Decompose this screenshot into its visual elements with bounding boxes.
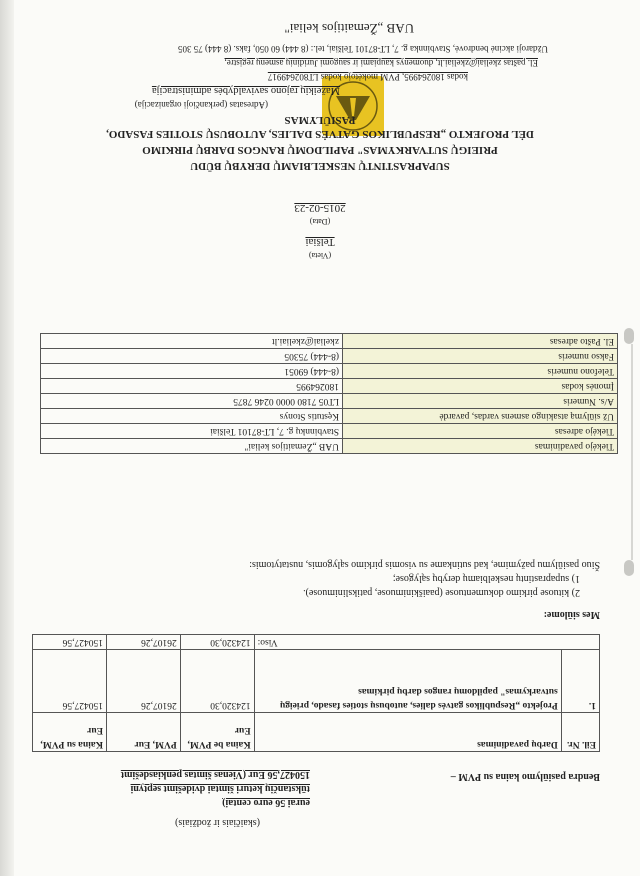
supplier-field-label: A/s. Numeris [343,394,618,409]
total-row-price: 124320,30 [180,635,254,650]
header-vat: PVM, Eur [106,713,180,752]
supplier-field-label: Tiekėjo pavadinimas [343,439,618,454]
table-row [33,650,600,713]
row-total: 150427,56 [33,650,107,713]
total-price-words-2: eurai 56 euro centai) [222,797,310,808]
table-row [41,334,618,349]
price-table-header [33,713,600,752]
date-note: (Data) [309,217,331,226]
table-row [41,424,618,439]
supplier-field-label: Telefono numeris [343,364,618,379]
company-address-line3: kodas 180264995, PVM mokėtojo kodas LT802649917 [267,72,468,82]
total-price-value: 150427,56 Eur (Vienas šimtas penkiasdešimt [120,769,310,780]
supplier-field-label: Už siūlymą atsakingo asmens vardas, pavardė [343,409,618,424]
recipient-note: (Adresatas (perkančioji organizacija) [134,100,268,110]
recipient-name: Mažeikių rajono savivaldybės administracija [151,85,340,96]
place-note: (Vieta) [308,251,332,260]
header-price-no-vat: Kaina be PVM, Eur [180,713,254,752]
table-row [41,394,618,409]
total-row [33,635,600,650]
scan-edge-shadow [0,0,14,876]
staple-mark-upper [624,560,634,576]
supplier-field-label: El. Pašto adresas [343,334,618,349]
supplier-field-value: Stavbinnkų g. 7, LT-87101 Telšiai [41,424,343,439]
total-price-label: Bendra pasiūlymo kaina su PVM – [450,771,600,782]
supplier-field-value: (8-444) 69051 [41,364,343,379]
table-row [41,379,618,394]
scan-artifact-line [631,344,633,560]
total-row-vat: 26107,26 [106,635,180,650]
supplier-field-value: UAB „Žemaitijos keliai" [41,439,343,454]
supplier-field-value: LT05 7180 0000 0246 7875 [41,394,343,409]
offer-heading: Mes siūlome: [543,609,600,620]
supplier-field-label: Įmonės kodas [343,379,618,394]
title-line-2: DĖL PROJEKTO „RESPUBLIKOS GATVĖS DALIES, AUTOBUSŲ STOTIES FASADO, [106,128,534,140]
row-price: 124320,30 [180,650,254,713]
total-price-note: (skaičiais ir žodžiais) [175,817,260,828]
price-table [32,634,600,752]
row-vat: 26107,26 [106,650,180,713]
company-address-line1: Uždaroji akcinė bendrovė, Stavbinnka g. 7, LT-87101 Telšiai, tel.: (8 444) 60 050, faks. (8 444) 75 305 [178,44,548,54]
total-price-words-1: tūkstančių keturi šimtai dvidešimt septyni [130,783,310,794]
condition-item-1: 1) supaprastintų neskelbiamų derybų sąlygose; [392,573,580,584]
document-place: Telšiai [305,236,335,248]
supplier-field-value: zkeliai@zkeliai.lt [41,334,343,349]
supplier-field-label: Tiekėjo adresas [343,424,618,439]
total-row-total: 150427,56 [33,635,107,650]
supplier-field-value: Kęstutis Stonys [41,409,343,424]
table-row [41,349,618,364]
intro-text: Šiuo pasiūlymu pažymime, kad sutinkame su visomis pirkimo sąlygomis, nustatytomis: [249,559,600,570]
supplier-field-value: 180264995 [41,379,343,394]
supplier-field-value: (8-444) 75305 [41,349,343,364]
supplier-field-label: Fakso numeris [343,349,618,364]
title-line-3: PRIEIGŲ SUTVARKYMAS" PAPILDOMŲ RANGOS DARBŲ PIRKIMO [142,144,498,156]
table-row [41,409,618,424]
header-price-with-vat: Kaina su PVM, Eur [33,713,107,752]
condition-item-2: 2) kituose pirkimo dokumentuose (paaiškinimuose, patikslinimuose). [303,587,580,598]
document-title: PASIŪLYMAS [284,114,356,126]
table-row [41,439,618,454]
total-row-label: Viso: [254,635,599,650]
header-nr: Eil. Nr. [561,713,599,752]
supplier-info-table [40,333,618,454]
row-nr: 1. [561,650,599,713]
header-work-name: Darbų pavadinimas [254,713,561,752]
company-name: UAB „Žemaitijos keliai" [284,21,414,36]
document-date: 2015-02-23 [294,202,346,214]
row-work-name: Projekto „Respublikos gatvės dalies, autobusų stoties fasado, prieigų sutvarkymas" papildomų rangos darbų pirkimas [254,650,561,713]
title-line-4: SUPAPRASTINTŲ NESKELBIAMŲ DERYBŲ BŪDU [190,160,450,172]
staple-mark-lower [624,328,634,344]
table-row [41,364,618,379]
company-address-line2: El. paštas zkeliai@zkeliai.lt, duomenys kaupiami ir saugomi Juridinių asmenų registre, [224,58,538,68]
